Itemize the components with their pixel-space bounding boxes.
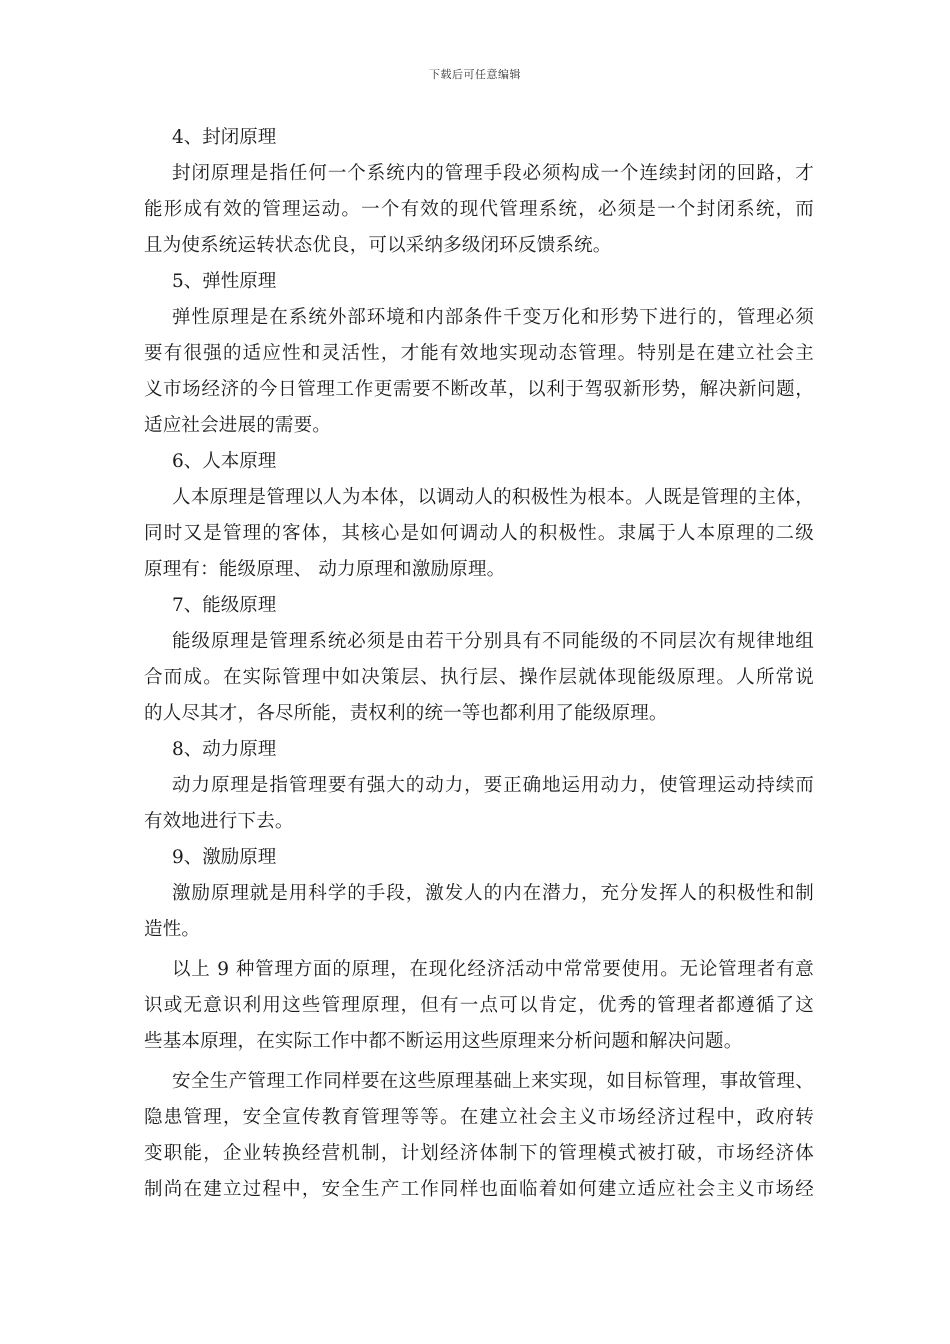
section-heading-7: 7、能级原理 xyxy=(172,595,277,616)
paragraph-line: 激励原理就是用科学的手段，激发人的内在潜力，充分发挥人的积极性和制 xyxy=(172,883,814,904)
page-header-watermark: 下载后可任意编辑 xyxy=(429,68,521,81)
summary-paragraph xyxy=(144,952,814,1060)
section-paragraph-7 xyxy=(144,624,814,732)
paragraph-line: 有效地进行下去。 xyxy=(144,811,294,832)
paragraph-line: 弹性原理是在系统外部环境和内部条件千变万化和形势下进行的，管理必须 xyxy=(172,307,814,328)
section-heading-9: 9、激励原理 xyxy=(172,847,277,868)
paragraph-line: 封闭原理是指任何一个系统内的管理手段必须构成一个连续封闭的回路，才 xyxy=(172,163,814,184)
paragraph-line: 合而成。在实际管理中如决策层、执行层、操作层就体现能级原理。人所常说 xyxy=(144,667,814,688)
paragraph-line: 以上 9 种管理方面的原理，在现化经济活动中常常要使用。无论管理者有意 xyxy=(172,959,814,980)
paragraph-line: 的人尽其才，各尽所能，责权利的统一等也都利用了能级原理。 xyxy=(144,703,668,724)
section-paragraph-8 xyxy=(144,768,814,840)
paragraph-line: 适应社会进展的需要。 xyxy=(144,415,332,436)
section-heading-4: 4、封闭原理 xyxy=(172,127,277,148)
paragraph-line: 同时又是管理的客体，其核心是如何调动人的积极性。隶属于人本原理的二级 xyxy=(144,523,814,544)
paragraph-line: 变职能，企业转换经营机制，计划经济体制下的管理模式被打破，市场经济体 xyxy=(144,1143,814,1164)
paragraph-line: 识或无意识利用这些管理原理，但有一点可以肯定，优秀的管理者都遵循了这 xyxy=(144,995,814,1016)
paragraph-line: 安全生产管理工作同样要在这些原理基础上来实现，如目标管理，事故管理、 xyxy=(172,1071,814,1092)
document-body xyxy=(144,120,814,1208)
paragraph-line: 且为使系统运转状态优良，可以采纳多级闭环反馈系统。 xyxy=(144,235,612,256)
paragraph-line: 原理有：能级原理、 动力原理和激励原理。 xyxy=(144,559,506,580)
paragraph-line: 动力原理是指管理要有强大的动力，要正确地运用动力，使管理运动持续而 xyxy=(172,775,814,796)
safety-management-paragraph xyxy=(144,1064,814,1208)
paragraph-line: 义市场经济的今日管理工作更需要不断改革，以利于驾驭新形势，解决新问题， xyxy=(144,379,814,400)
section-heading-6: 6、人本原理 xyxy=(172,451,277,472)
paragraph-line: 造性。 xyxy=(144,919,201,940)
section-paragraph-4 xyxy=(144,156,814,264)
paragraph-line: 能级原理是管理系统必须是由若干分别具有不同能级的不同层次有规律地组 xyxy=(172,631,814,652)
section-heading-5: 5、弹性原理 xyxy=(172,271,277,292)
paragraph-line: 隐患管理，安全宣传教育管理等等。在建立社会主义市场经济过程中，政府转 xyxy=(144,1107,814,1128)
paragraph-line: 制尚在建立过程中，安全生产工作同样也面临着如何建立适应社会主义市场经 xyxy=(144,1179,814,1200)
section-paragraph-6 xyxy=(144,480,814,588)
section-heading-8: 8、动力原理 xyxy=(172,739,277,760)
paragraph-line: 能形成有效的管理运动。一个有效的现代管理系统，必须是一个封闭系统，而 xyxy=(144,199,814,220)
section-paragraph-9 xyxy=(144,876,814,948)
paragraph-line: 些基本原理，在实际工作中都不断运用这些原理来分析问题和解决问题。 xyxy=(144,1031,743,1052)
paragraph-line: 人本原理是管理以人为本体，以调动人的积极性为根本。人既是管理的主体， xyxy=(172,487,814,508)
paragraph-line: 要有很强的适应性和灵活性，才能有效地实现动态管理。特别是在建立社会主 xyxy=(144,343,814,364)
section-paragraph-5 xyxy=(144,300,814,444)
